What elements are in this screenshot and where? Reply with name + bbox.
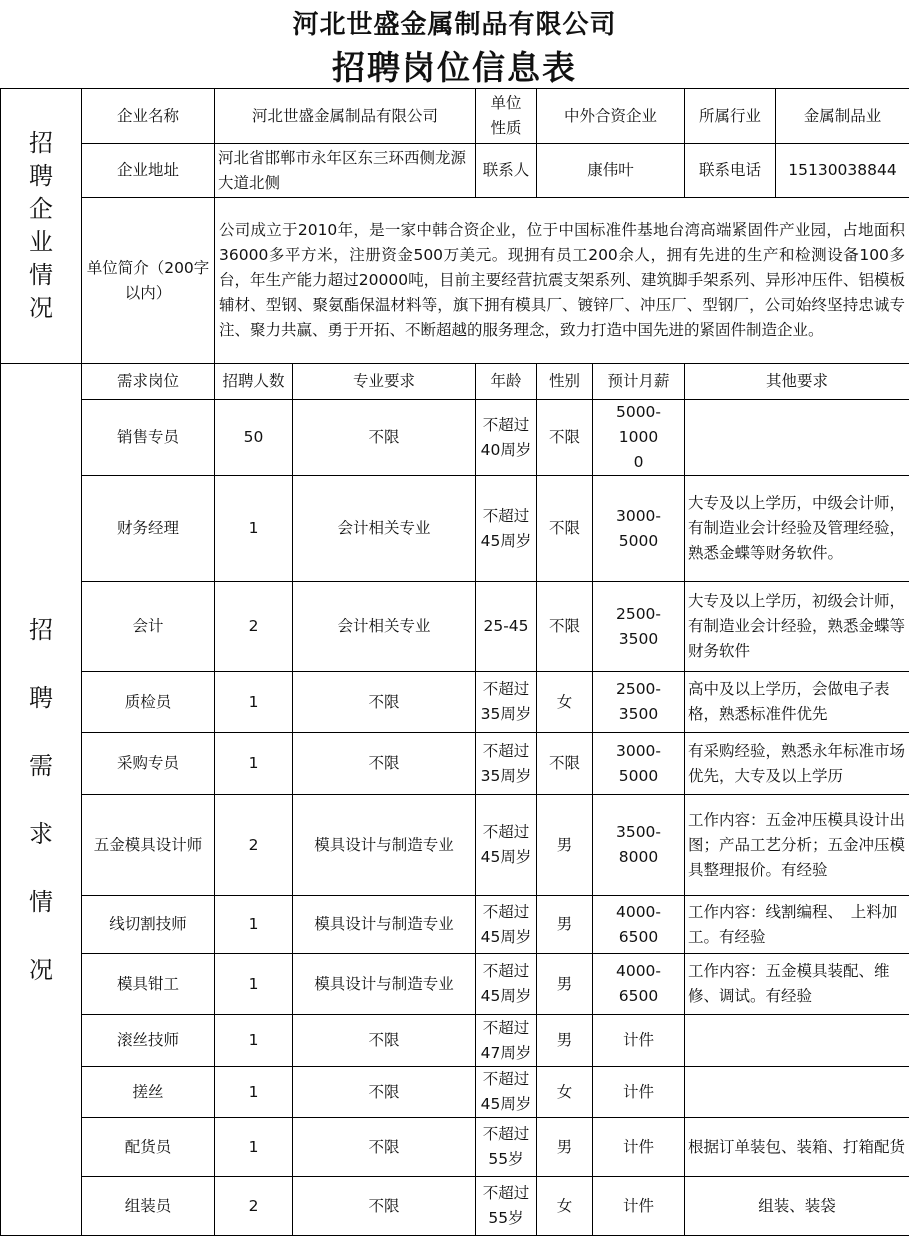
job-major: 不限 xyxy=(293,672,476,733)
job-major: 不限 xyxy=(293,733,476,795)
job-other: 根据订单装包、装箱、打箱配货 xyxy=(685,1118,909,1177)
table-row xyxy=(1,896,909,954)
form-title: 招聘岗位信息表 xyxy=(0,42,909,89)
job-gender: 男 xyxy=(537,896,593,954)
company-info-table xyxy=(0,88,909,364)
contact-value: 康伟叶 xyxy=(537,144,685,198)
header-salary: 预计月薪 xyxy=(593,364,685,400)
header-count: 招聘人数 xyxy=(215,364,293,400)
job-salary: 4000-6500 xyxy=(593,954,685,1015)
job-count: 2 xyxy=(215,1177,293,1236)
job-major: 会计相关专业 xyxy=(293,476,476,582)
job-salary: 3500-8000 xyxy=(593,795,685,896)
table-row xyxy=(1,1067,909,1118)
table-row xyxy=(1,1177,909,1236)
job-count: 1 xyxy=(215,1067,293,1118)
job-age: 25-45 xyxy=(476,582,537,672)
job-salary: 3000-5000 xyxy=(593,733,685,795)
table-row xyxy=(1,1015,909,1067)
company-nature-value: 中外合资企业 xyxy=(537,89,685,144)
table-row xyxy=(1,672,909,733)
job-age: 不超过45周岁 xyxy=(476,795,537,896)
header-age: 年龄 xyxy=(476,364,537,400)
job-other: 工作内容：五金冲压模具设计出图；产品工艺分析；五金冲压模具整理报价。有经验 xyxy=(685,795,909,896)
job-age: 不超过40周岁 xyxy=(476,400,537,476)
table-row xyxy=(1,733,909,795)
company-address-label: 企业地址 xyxy=(82,144,215,198)
phone-label: 联系电话 xyxy=(685,144,776,198)
job-age: 不超过47周岁 xyxy=(476,1015,537,1067)
job-salary: 2500-3500 xyxy=(593,582,685,672)
job-post: 搓丝 xyxy=(82,1067,215,1118)
job-salary: 5000-10000 xyxy=(593,400,685,476)
job-gender: 男 xyxy=(537,1118,593,1177)
job-age: 不超过45周岁 xyxy=(476,1067,537,1118)
company-industry-label: 所属行业 xyxy=(685,89,776,144)
header-other: 其他要求 xyxy=(685,364,909,400)
job-gender: 女 xyxy=(537,1067,593,1118)
job-count: 1 xyxy=(215,954,293,1015)
job-salary: 4000-6500 xyxy=(593,896,685,954)
job-other: 大专及以上学历，中级会计师，有制造业会计经验及管理经验，熟悉金蝶等财务软件。 xyxy=(685,476,909,582)
job-age: 不超过45周岁 xyxy=(476,954,537,1015)
job-other: 大专及以上学历，初级会计师，有制造业会计经验，熟悉金蝶等财务软件 xyxy=(685,582,909,672)
job-count: 2 xyxy=(215,795,293,896)
job-other: 组装、装袋 xyxy=(685,1177,909,1236)
job-other xyxy=(685,400,909,476)
company-section-label: 招聘企业情况 xyxy=(1,89,82,364)
job-count: 1 xyxy=(215,733,293,795)
phone-value: 15130038844 xyxy=(776,144,909,198)
job-other: 工作内容：线割编程、 上料加工。有经验 xyxy=(685,896,909,954)
table-row xyxy=(1,795,909,896)
job-post: 会计 xyxy=(82,582,215,672)
job-count: 50 xyxy=(215,400,293,476)
job-count: 1 xyxy=(215,1015,293,1067)
job-post: 组装员 xyxy=(82,1177,215,1236)
job-major: 模具设计与制造专业 xyxy=(293,954,476,1015)
job-major: 不限 xyxy=(293,1177,476,1236)
job-major: 不限 xyxy=(293,1118,476,1177)
job-major: 模具设计与制造专业 xyxy=(293,795,476,896)
job-other xyxy=(685,1067,909,1118)
job-salary: 计件 xyxy=(593,1177,685,1236)
job-age: 不超过45周岁 xyxy=(476,476,537,582)
job-gender: 男 xyxy=(537,795,593,896)
job-age: 不超过55岁 xyxy=(476,1177,537,1236)
company-industry-value: 金属制品业 xyxy=(776,89,909,144)
job-count: 1 xyxy=(215,1118,293,1177)
job-post: 五金模具设计师 xyxy=(82,795,215,896)
job-gender: 女 xyxy=(537,672,593,733)
job-gender: 不限 xyxy=(537,400,593,476)
header-major: 专业要求 xyxy=(293,364,476,400)
table-row xyxy=(1,582,909,672)
job-post: 质检员 xyxy=(82,672,215,733)
job-post: 线切割技师 xyxy=(82,896,215,954)
company-name-label: 企业名称 xyxy=(82,89,215,144)
job-count: 2 xyxy=(215,582,293,672)
job-age: 不超过35周岁 xyxy=(476,672,537,733)
company-address-value: 河北省邯郸市永年区东三环西侧龙源大道北侧 xyxy=(215,144,476,198)
job-count: 1 xyxy=(215,476,293,582)
jobs-header-row xyxy=(1,364,909,400)
job-gender: 不限 xyxy=(537,733,593,795)
job-salary: 2500-3500 xyxy=(593,672,685,733)
job-major: 会计相关专业 xyxy=(293,582,476,672)
job-major: 模具设计与制造专业 xyxy=(293,896,476,954)
job-post: 财务经理 xyxy=(82,476,215,582)
job-major: 不限 xyxy=(293,400,476,476)
table-row xyxy=(1,476,909,582)
job-age: 不超过45周岁 xyxy=(476,896,537,954)
job-post: 销售专员 xyxy=(82,400,215,476)
header-post: 需求岗位 xyxy=(82,364,215,400)
job-gender: 不限 xyxy=(537,582,593,672)
job-post: 模具钳工 xyxy=(82,954,215,1015)
job-other xyxy=(685,1015,909,1067)
intro-value: 公司成立于2010年，是一家中韩合资企业，位于中国标准件基地台湾高端紧固件产业园，占地面积36000多平方米，注册资金500万美元。现拥有员工200余人，拥有先进的生产和检测设备100多台，年生产能力超过20000吨，目前主要经营抗震支架系列、建筑脚手架系列、异形冲压件、铝模板辅材、型钢、聚氨酯保温材料等，旗下拥有模具厂、镀锌厂、冲压厂、型钢厂，公司始终坚持忠诚专注、聚力共赢、勇于开拓、不断超越的服务理念，致力打造中国先进的紧固件制造企业。 xyxy=(215,198,909,364)
job-other: 工作内容：五金模具装配、维修、调试。有经验 xyxy=(685,954,909,1015)
job-post: 滚丝技师 xyxy=(82,1015,215,1067)
job-post: 配货员 xyxy=(82,1118,215,1177)
jobs-section-label: 招聘需求情况 xyxy=(1,364,82,1236)
job-age: 不超过35周岁 xyxy=(476,733,537,795)
header-gender: 性别 xyxy=(537,364,593,400)
job-salary: 计件 xyxy=(593,1118,685,1177)
company-name-value: 河北世盛金属制品有限公司 xyxy=(215,89,476,144)
job-gender: 男 xyxy=(537,954,593,1015)
job-major: 不限 xyxy=(293,1067,476,1118)
job-gender: 不限 xyxy=(537,476,593,582)
table-row xyxy=(1,1118,909,1177)
job-major: 不限 xyxy=(293,1015,476,1067)
intro-label: 单位简介（200字以内） xyxy=(82,198,215,364)
table-row xyxy=(1,954,909,1015)
document-title-block xyxy=(0,0,909,88)
contact-label: 联系人 xyxy=(476,144,537,198)
company-nature-label: 单位性质 xyxy=(476,89,537,144)
job-count: 1 xyxy=(215,672,293,733)
job-other: 高中及以上学历，会做电子表格，熟悉标准件优先 xyxy=(685,672,909,733)
job-gender: 女 xyxy=(537,1177,593,1236)
table-row xyxy=(1,400,909,476)
job-post: 采购专员 xyxy=(82,733,215,795)
job-count: 1 xyxy=(215,896,293,954)
job-salary: 3000-5000 xyxy=(593,476,685,582)
job-salary: 计件 xyxy=(593,1067,685,1118)
job-salary: 计件 xyxy=(593,1015,685,1067)
job-age: 不超过55岁 xyxy=(476,1118,537,1177)
company-title: 河北世盛金属制品有限公司 xyxy=(0,4,909,41)
job-gender: 男 xyxy=(537,1015,593,1067)
jobs-table xyxy=(0,363,909,1236)
job-other: 有采购经验，熟悉永年标准市场优先，大专及以上学历 xyxy=(685,733,909,795)
